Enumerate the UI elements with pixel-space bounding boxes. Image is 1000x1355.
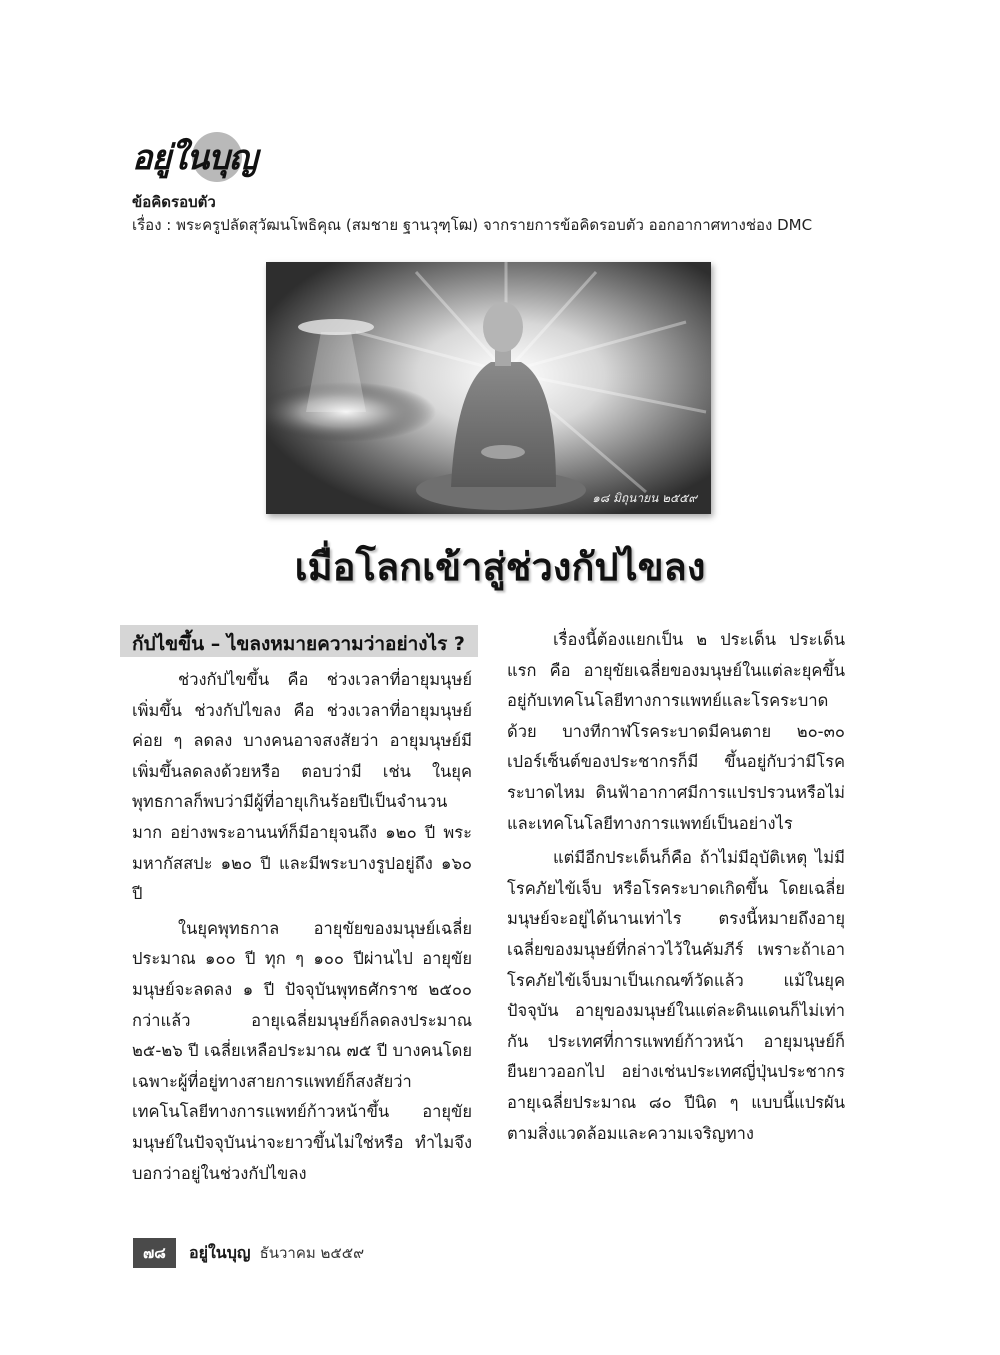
artist-signature: ๑๘ มิถุนายน ๒๕๕๙	[592, 491, 697, 505]
magazine-logo	[132, 128, 257, 188]
article-subject: เรื่อง : พระครูปลัดสุวัฒนโพธิคุณ (สมชาย ฐานวุฑฺโฒ) จากรายการข้อคิดรอบตัว ออกอากาศทางช่อง DMC	[132, 216, 813, 234]
paragraph: ช่วงกัปไขขึ้น คือ ช่วงเวลาที่อายุมนุษย์เพิ่มขึ้น ช่วงกัปไขลง คือ ช่วงเวลาที่อายุมนุษย์ค่อย ๆ ลดลง บางคนอาจสงสัยว่า อายุมนุษย์มีเพิ่มขึ้นลดลงด้วยหรือ ตอบว่ามี เช่น ในยุคพุทธกาลก็พบว่ามีผู้ที่อายุเกินร้อยปีเป็นจำนวนมาก อย่างพระอานนท์ก็มีอายุจนถึง ๑๒๐ ปี พระมหากัสสปะ ๑๒๐ ปี และมีพระบางรูปอยู่ถึง ๑๖๐ ปี	[132, 670, 472, 904]
paragraph: แต่มีอีกประเด็นก็คือ ถ้าไม่มีอุบัติเหตุ ไม่มีโรคภัยไข้เจ็บ หรือโรคระบาดเกิดขึ้น โดยเฉลี่ยมนุษย์จะอยู่ได้นานเท่าไร ตรงนี้หมายถึงอายุเฉลี่ยของมนุษย์ที่กล่าวไว้ในคัมภีร์ เพราะถ้าเอาโรคภัยไข้เจ็บมาเป็นเกณฑ์วัดแล้ว แม้ในยุคปัจจุบัน อายุของมนุษย์ในแต่ละดินแดนก็ไม่เท่ากัน ประเทศที่การแพทย์ก้าวหน้า อายุมนุษย์ก็ยืนยาวออกไป อย่างเช่นประเทศญี่ปุ่นประชากรอายุเฉลี่ยประมาณ ๘๐ ปีนิด ๆ แบบนี้แปรผันตามสิ่งแวดล้อมและความเจริญทาง	[507, 848, 845, 1143]
article-title: เมื่อโลกเข้าสู่ช่วงกัปไขลง	[294, 545, 706, 589]
issue-date: ธันวาคม ๒๕๕๙	[259, 1244, 365, 1262]
right-column	[507, 625, 845, 1153]
hero-illustration	[266, 262, 711, 514]
monk-hands	[481, 445, 525, 459]
logo-text: อยู่ในบุญ	[132, 138, 257, 178]
subheading-text: กัปไขขึ้น – ไขลงหมายความว่าอย่างไร ?	[132, 633, 465, 655]
magazine-name: อยู่ในบุญ	[188, 1242, 251, 1262]
section-label: ข้อคิดรอบตัว	[132, 193, 216, 211]
hero-image-meditating-monk	[266, 262, 711, 514]
left-column	[132, 665, 472, 1193]
page-footer	[133, 1238, 364, 1266]
subheading-box	[120, 625, 478, 657]
monk-head	[483, 302, 523, 352]
page-number: ๗๘	[133, 1238, 176, 1268]
paragraph: เรื่องนี้ต้องแยกเป็น ๒ ประเด็น ประเด็นแรก คือ อายุขัยเฉลี่ยของมนุษย์ในแต่ละยุคขึ้นอยู่กับเทคโนโลยีทางการแพทย์และโรคระบาดด้วย บางทีกาฬโรคระบาดมีคนตาย ๒๐-๓๐ เปอร์เซ็นต์ของประชากรก็มี ขึ้นอยู่กับว่ามีโรคระบาดไหม ดินฟ้าอากาศมีการแปรปรวนหรือไม่ และเทคโนโลยีทางการแพทย์เป็นอย่างไร	[507, 630, 845, 833]
paragraph: ในยุคพุทธกาล อายุขัยของมนุษย์เฉลี่ยประมาณ ๑๐๐ ปี ทุก ๆ ๑๐๐ ปีผ่านไป อายุขัยมนุษย์จะลดลง ๑ ปี ปัจจุบันพุทธศักราช ๒๕๐๐ กว่าแล้ว อายุเฉลี่ยมนุษย์ก็ลดลงประมาณ ๒๕-๒๖ ปี เฉลี่ยเหลือประมาณ ๗๕ ปี บางคนโดยเฉพาะผู้ที่อยู่ทางสายการแพทย์ก็สงสัยว่าเทคโนโลยีทางการแพทย์ก้าวหน้าขึ้น อายุขัยมนุษย์ในปัจจุบันน่าจะยาวขึ้นไม่ใช่หรือ ทำไมจึงบอกว่าอยู่ในช่วงกัปไขลง	[132, 918, 472, 1183]
